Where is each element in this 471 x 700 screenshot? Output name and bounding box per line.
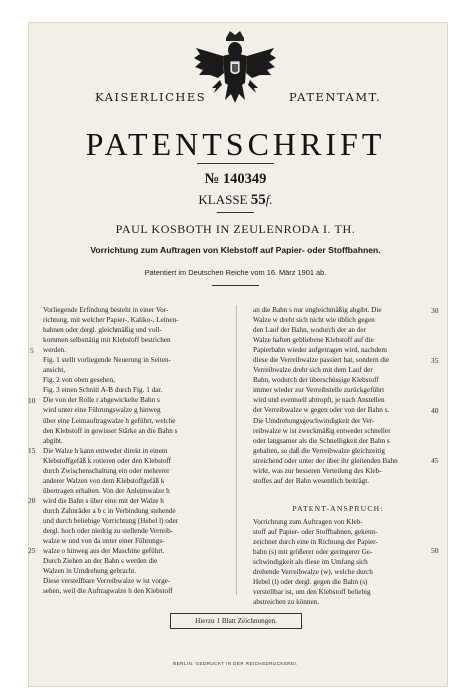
header-kaiserliches: KAISERLICHES xyxy=(95,90,207,104)
body-text-line: Vorliegende Erfindung besteht in einer Vor- xyxy=(43,306,169,314)
claim-text-line: schwindigkeit als diese im Umfang sich xyxy=(253,558,368,567)
margin-number: 15 xyxy=(28,446,36,455)
body-text-line: abgibt. xyxy=(43,436,63,445)
body-text-line: Verreibwalze dreht sich mit dem Lauf der xyxy=(253,366,373,375)
body-text-line: bahnen oder dergl. gleichmäßig und voll- xyxy=(43,326,162,335)
body-text-line: stoffes auf der Bahn wesentlich beiträgt. xyxy=(253,476,370,485)
body-text-line: anderer Walzen von dem Klebstoffgefäß k xyxy=(43,476,165,485)
claim-text xyxy=(253,517,423,607)
claim-text-line: abstreichen zu können. xyxy=(253,598,320,607)
left-text-column xyxy=(43,305,233,596)
body-text-line: ansicht, xyxy=(43,366,66,375)
body-text-line: Die Umdrehungsgeschwindigkeit der Ver- xyxy=(253,416,375,425)
column-divider xyxy=(236,305,237,595)
body-text-line: Walze haften gebliebene Klebstoff auf die xyxy=(253,336,374,345)
body-text-line: kommen selbsttätig mit Klebstoff bestrichen xyxy=(43,336,171,345)
body-text-line: an die Bahn s nur ungleichmäßig abgibt. Die xyxy=(253,306,382,314)
margin-number: 25 xyxy=(28,546,36,555)
margin-number: 10 xyxy=(28,396,36,405)
claim-heading: PATENT-ANSPRUCH: xyxy=(292,504,384,513)
margin-number: 5 xyxy=(30,346,34,355)
inventor-line: PAUL KOSBOTH IN ZEULENRODA I. TH. xyxy=(115,222,356,236)
body-text-line: walze w und von da unter einer Führungs- xyxy=(43,537,165,546)
body-text-line: Durch Ziehen an der Bahn s werden die xyxy=(43,557,158,566)
body-text-line: immer wieder zur Verreibstelle zurückgeführt xyxy=(253,386,385,395)
class-rule xyxy=(217,212,254,213)
body-text-line: streichend oder unter der über ihr gleitenden Bahn xyxy=(253,456,398,465)
claim-text-line: zeichnet durch eine in Richtung der Papier- xyxy=(253,538,378,547)
body-text-line: Diese verstellbare Verreibwalze w ist vorge- xyxy=(43,577,171,586)
body-text-line: gehalten, so daß die Verreibwalze gleichzeitig xyxy=(253,446,385,455)
body-text-line: wird unter eine Führungswalze g hinweg xyxy=(43,406,161,415)
body-text-line: Die von der Rolle r abgewickelte Bahn s xyxy=(43,396,160,405)
section-rule xyxy=(212,285,259,286)
subject-line: Vorrichtung zum Auftragen von Klebstoff auf Papier- oder Stoffbahnen. xyxy=(90,245,381,255)
title-rule xyxy=(197,163,274,164)
claim-text-line: Vorrichtung zum Auftragen von Kleb- xyxy=(253,518,363,526)
margin-number: 30 xyxy=(431,306,439,315)
class-label: KLASSE xyxy=(198,192,248,207)
patent-number: № 140349 xyxy=(204,171,267,187)
body-text-line: richtung, mit welcher Papier-, Kaliko-, Leinen- xyxy=(43,316,179,325)
body-text-line: sehen, weil die Auftragwalze h den Klebstoff xyxy=(43,587,173,596)
body-text-line: wird und eventuell abtropft, je nach Anstellen xyxy=(253,396,385,405)
body-text-line: werden. xyxy=(43,346,66,355)
body-text-line: übertragen erhalten. Von der Anleimwalze h xyxy=(43,486,170,495)
body-text-line: Walze w dreht sich nicht wie üblich gegen xyxy=(253,316,375,325)
body-text-line: Bahn, wodurch der überschüssige Klebstoff xyxy=(253,376,379,385)
header-patentamt: PATENTAMT. xyxy=(289,90,382,104)
body-text-line: Klebstoffgefäß k rotieren oder den Klebstoff xyxy=(43,456,172,465)
body-text-line: durch Zahnräder a b c in Verbindung stehende xyxy=(43,506,176,515)
body-text-line: über eine Leimauftragwalze h geführt, welche xyxy=(43,416,176,425)
right-text-column xyxy=(253,305,423,486)
body-text-line: wird die Bahn s über eine mit der Walze h xyxy=(43,496,164,505)
patented-date-line: Patentiert im Deutschen Reiche vom 16. März 1901 ab. xyxy=(144,268,327,277)
claim-text-line: verstellbar ist, um den Klebstoff beliebig xyxy=(253,588,371,597)
body-text-line: Fig. 1 stellt vorliegende Neuerung in Seiten- xyxy=(43,356,171,365)
body-text-line: Walzen in Umdrehung gebracht. xyxy=(43,567,137,576)
body-text-line: Fig. 3 einen Schnitt A-B durch Fig. 1 dar. xyxy=(43,386,163,395)
body-text-line: oder langsamer als die Schnelligkeit der Bahn s xyxy=(253,436,390,445)
body-text-line: den Klebstoff in gewisser Stärke an die Bahn s xyxy=(43,426,178,435)
body-text-line: Die Walze h kann entweder direkt in einem xyxy=(43,446,168,455)
claim-text-line: Hebel (l) oder dergl. gegen die Bahn (s) xyxy=(253,578,368,587)
class-value: 55 xyxy=(250,192,266,208)
body-text-line: den Lauf der Bahn, wodurch der an der xyxy=(253,326,366,335)
claim-text-line: bahn (s) mit größerer oder geringerer Ge- xyxy=(253,548,373,557)
document-title: PATENTSCHRIFT xyxy=(85,126,386,162)
body-text-line: Papierbahn wieder aufgetragen wird, nachdem xyxy=(253,346,387,355)
body-text-line: reibwalze w ist zweckmäßig entweder schneller xyxy=(253,426,391,435)
body-text-line: walze o hinweg aus der Maschine geführt. xyxy=(43,547,165,556)
margin-number: 35 xyxy=(431,356,439,365)
body-text-line: Fig. 2 von oben gesehen, xyxy=(43,376,115,385)
body-text-line: der Verreibwalze w gegen oder von der Bahn s. xyxy=(253,406,390,415)
body-text-line: durch Zwischenschaltung ein oder mehrerer xyxy=(43,466,170,475)
body-text-line: diese die Verreibwalze passiert hat, sondern die xyxy=(253,356,390,365)
patent-class xyxy=(0,192,471,209)
body-text-line: und durch beliebige Vorrichtung (Hebel l) oder xyxy=(43,516,179,525)
body-text-line: wirkt, was zur besseren Verteilung des Kleb- xyxy=(253,466,382,475)
claim-text-line: stoff auf Papier- oder Stoffbahnen, gekenn- xyxy=(253,528,378,537)
class-suffix: f. xyxy=(265,192,273,207)
margin-number: 40 xyxy=(431,406,439,415)
body-text-line: dergl. hoch oder niedrig zu stellende Verreib- xyxy=(43,527,174,536)
margin-number: 45 xyxy=(431,456,439,465)
margin-number: 20 xyxy=(28,496,36,505)
claim-text-line: drehende Verreibwalze (w), welche durch xyxy=(253,568,373,577)
margin-number: 50 xyxy=(431,546,439,555)
printer-line: BERLIN. GEDRUCKT IN DER REICHSDRUCKEREI. xyxy=(173,661,298,666)
footnote-box: Hierzu 1 Blatt Zeichnungen. xyxy=(170,613,302,629)
